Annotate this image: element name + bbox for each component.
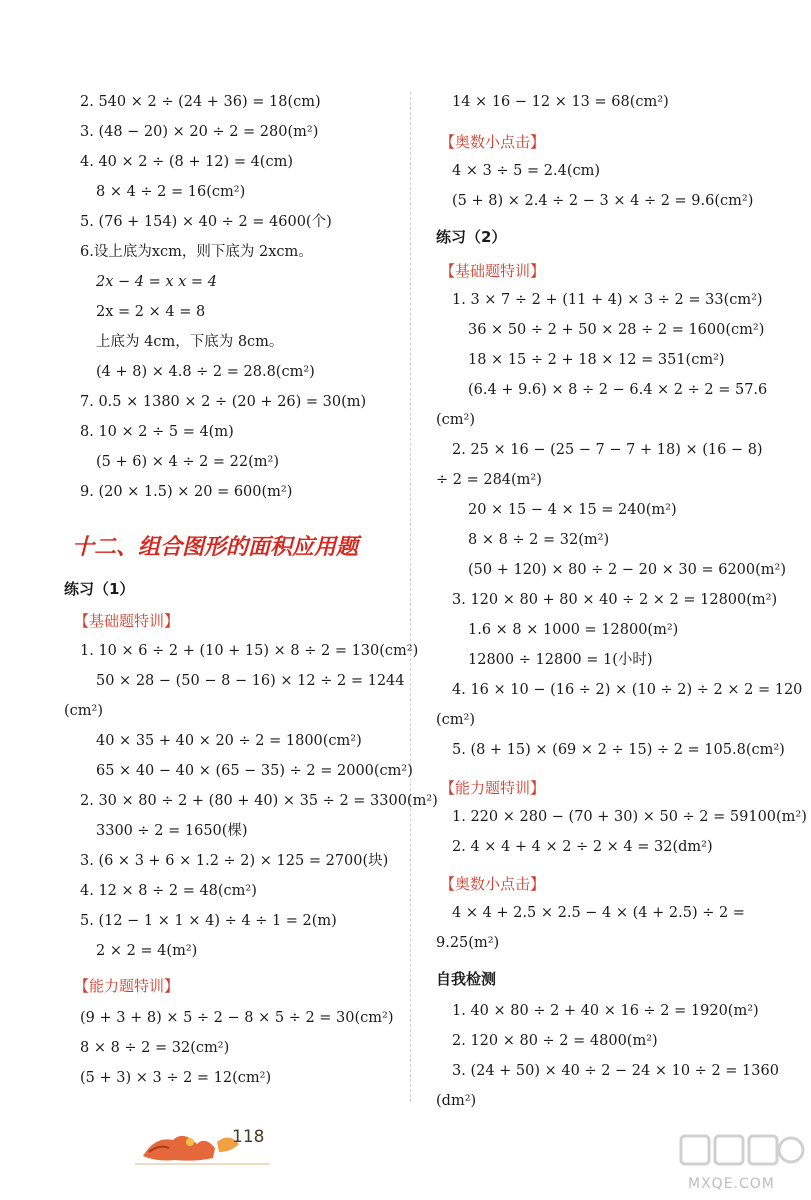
answer-line: (4 + 8) × 4.8 ÷ 2 = 28.8(cm²)	[96, 364, 315, 380]
page-number: 118	[232, 1127, 265, 1147]
answer-line: 5. (12 − 1 × 1 × 4) ÷ 4 ÷ 1 = 2(m)	[80, 913, 337, 929]
answer-line: 4. 40 × 2 ÷ (8 + 12) = 4(cm)	[80, 154, 293, 170]
answer-line: 5. (8 + 15) × (69 × 2 ÷ 15) ÷ 2 = 105.8(cm²)	[452, 742, 785, 758]
answer-line: (9 + 3 + 8) × 5 ÷ 2 − 8 × 5 ÷ 2 = 30(cm²)	[80, 1010, 394, 1026]
answer-line: (5 + 6) × 4 ÷ 2 = 22(m²)	[96, 454, 280, 470]
answer-line: 8 × 8 ÷ 2 = 32(m²)	[468, 532, 610, 548]
answer-line: 1. 3 × 7 ÷ 2 + (11 + 4) × 3 ÷ 2 = 33(cm²)	[452, 292, 763, 308]
tag-ability-training: 【能力题特训】	[74, 977, 180, 995]
answer-line: 2x − 4 = x x = 4	[96, 274, 217, 290]
column-divider	[410, 92, 411, 1102]
answer-line: 4 × 4 + 2.5 × 2.5 − 4 × (4 + 2.5) ÷ 2 =	[452, 905, 745, 921]
answer-line: 50 × 28 − (50 − 8 − 16) × 12 ÷ 2 = 1244	[96, 673, 405, 689]
answer-line: 2. 4 × 4 + 4 × 2 ÷ 2 × 4 = 32(dm²)	[452, 839, 713, 855]
answer-line: 1.6 × 8 × 1000 = 12800(m²)	[468, 622, 679, 638]
answer-line: 8 × 4 ÷ 2 = 16(cm²)	[96, 184, 246, 200]
answer-line: 2 × 2 = 4(m²)	[96, 943, 198, 959]
answer-line: 4. 12 × 8 ÷ 2 = 48(cm²)	[80, 883, 257, 899]
answer-line: (dm²)	[436, 1093, 477, 1109]
answer-line: 2. 120 × 80 ÷ 2 = 4800(m²)	[452, 1033, 658, 1049]
answer-line: (5 + 3) × 3 ÷ 2 = 12(cm²)	[80, 1070, 272, 1086]
answer-line: 3. (24 + 50) × 40 ÷ 2 − 24 × 10 ÷ 2 = 1360	[452, 1063, 779, 1079]
answer-line: (5 + 8) × 2.4 ÷ 2 − 3 × 4 ÷ 2 = 9.6(cm²)	[452, 193, 754, 209]
chapter-title: 十二、组合图形的面积应用题	[72, 535, 359, 560]
answer-line: 4 × 3 ÷ 5 = 2.4(cm)	[452, 163, 601, 179]
answer-line: 36 × 50 ÷ 2 + 50 × 28 ÷ 2 = 1600(cm²)	[468, 322, 765, 338]
answer-line: 1. 10 × 6 ÷ 2 + (10 + 15) × 8 ÷ 2 = 130(cm²)	[80, 643, 419, 659]
section-heading: 练习（2）	[436, 228, 507, 246]
answer-line: 上底为 4cm，下底为 8cm。	[96, 334, 284, 350]
tag-ability-training: 【能力题特训】	[440, 779, 546, 797]
answer-line: 6.设上底为xcm，则下底为 2xcm。	[80, 244, 313, 260]
answer-line: 2. 30 × 80 ÷ 2 + (80 + 40) × 35 ÷ 2 = 3300(m²)	[80, 793, 438, 809]
answer-line: 65 × 40 − 40 × (65 − 35) ÷ 2 = 2000(cm²)	[96, 763, 413, 779]
answer-line: 1. 220 × 280 − (70 + 30) × 50 ÷ 2 = 59100(m²)	[452, 809, 807, 825]
tag-olympiad-click: 【奥数小点击】	[440, 133, 546, 151]
answer-line: 5. (76 + 154) × 40 ÷ 2 = 4600(个)	[80, 214, 332, 230]
answer-line: 2x = 2 × 4 = 8	[96, 304, 206, 320]
answer-line: 40 × 35 + 40 × 20 ÷ 2 = 1800(cm²)	[96, 733, 362, 749]
answer-line: 7. 0.5 × 1380 × 2 ÷ (20 + 26) = 30(m)	[80, 394, 367, 410]
answer-line: 14 × 16 − 12 × 13 = 68(cm²)	[452, 94, 669, 110]
watermark-url: MXQE.COM	[688, 1176, 775, 1192]
answer-line: 9.25(m²)	[436, 935, 500, 951]
section-heading: 练习（1）	[64, 580, 135, 598]
answer-line: 8. 10 × 2 ÷ 5 = 4(m)	[80, 424, 234, 440]
answer-line: 2. 25 × 16 − (25 − 7 − 7 + 18) × (16 − 8)	[452, 442, 763, 458]
answer-line: (cm²)	[436, 712, 475, 728]
answer-line: 9. (20 × 1.5) × 20 = 600(m²)	[80, 484, 293, 500]
answer-line: (6.4 + 9.6) × 8 ÷ 2 − 6.4 × 2 ÷ 2 = 57.6	[468, 382, 768, 398]
answer-line: 20 × 15 − 4 × 15 = 240(m²)	[468, 502, 677, 518]
section-heading: 自我检测	[436, 970, 497, 988]
answer-line: (cm²)	[436, 412, 475, 428]
answer-line: ÷ 2 = 284(m²)	[436, 472, 542, 488]
answer-line: 12800 ÷ 12800 = 1(小时)	[468, 652, 653, 668]
answer-line: 4. 16 × 10 − (16 ÷ 2) × (10 ÷ 2) ÷ 2 × 2 = 120	[452, 682, 803, 698]
answer-line: 3. 120 × 80 + 80 × 40 ÷ 2 × 2 = 12800(m²)	[452, 592, 778, 608]
answer-line: (cm²)	[64, 703, 103, 719]
answer-line: 18 × 15 ÷ 2 + 18 × 12 = 351(cm²)	[468, 352, 725, 368]
answer-line: 2. 540 × 2 ÷ (24 + 36) = 18(cm)	[80, 94, 321, 110]
answer-line: (50 + 120) × 80 ÷ 2 − 20 × 30 = 6200(m²)	[468, 562, 787, 578]
tag-basic-training: 【基础题特训】	[74, 612, 180, 630]
tag-basic-training: 【基础题特训】	[440, 262, 546, 280]
answer-line: 1. 40 × 80 ÷ 2 + 40 × 16 ÷ 2 = 1920(m²)	[452, 1003, 759, 1019]
answer-line: 3300 ÷ 2 = 1650(棵)	[96, 823, 248, 839]
tag-olympiad-click: 【奥数小点击】	[440, 875, 546, 893]
answer-line: 3. (6 × 3 + 6 × 1.2 ÷ 2) × 125 = 2700(块)	[80, 853, 389, 869]
answer-line: 8 × 8 ÷ 2 = 32(cm²)	[80, 1040, 230, 1056]
answer-line: 3. (48 − 20) × 20 ÷ 2 = 280(m²)	[80, 124, 319, 140]
